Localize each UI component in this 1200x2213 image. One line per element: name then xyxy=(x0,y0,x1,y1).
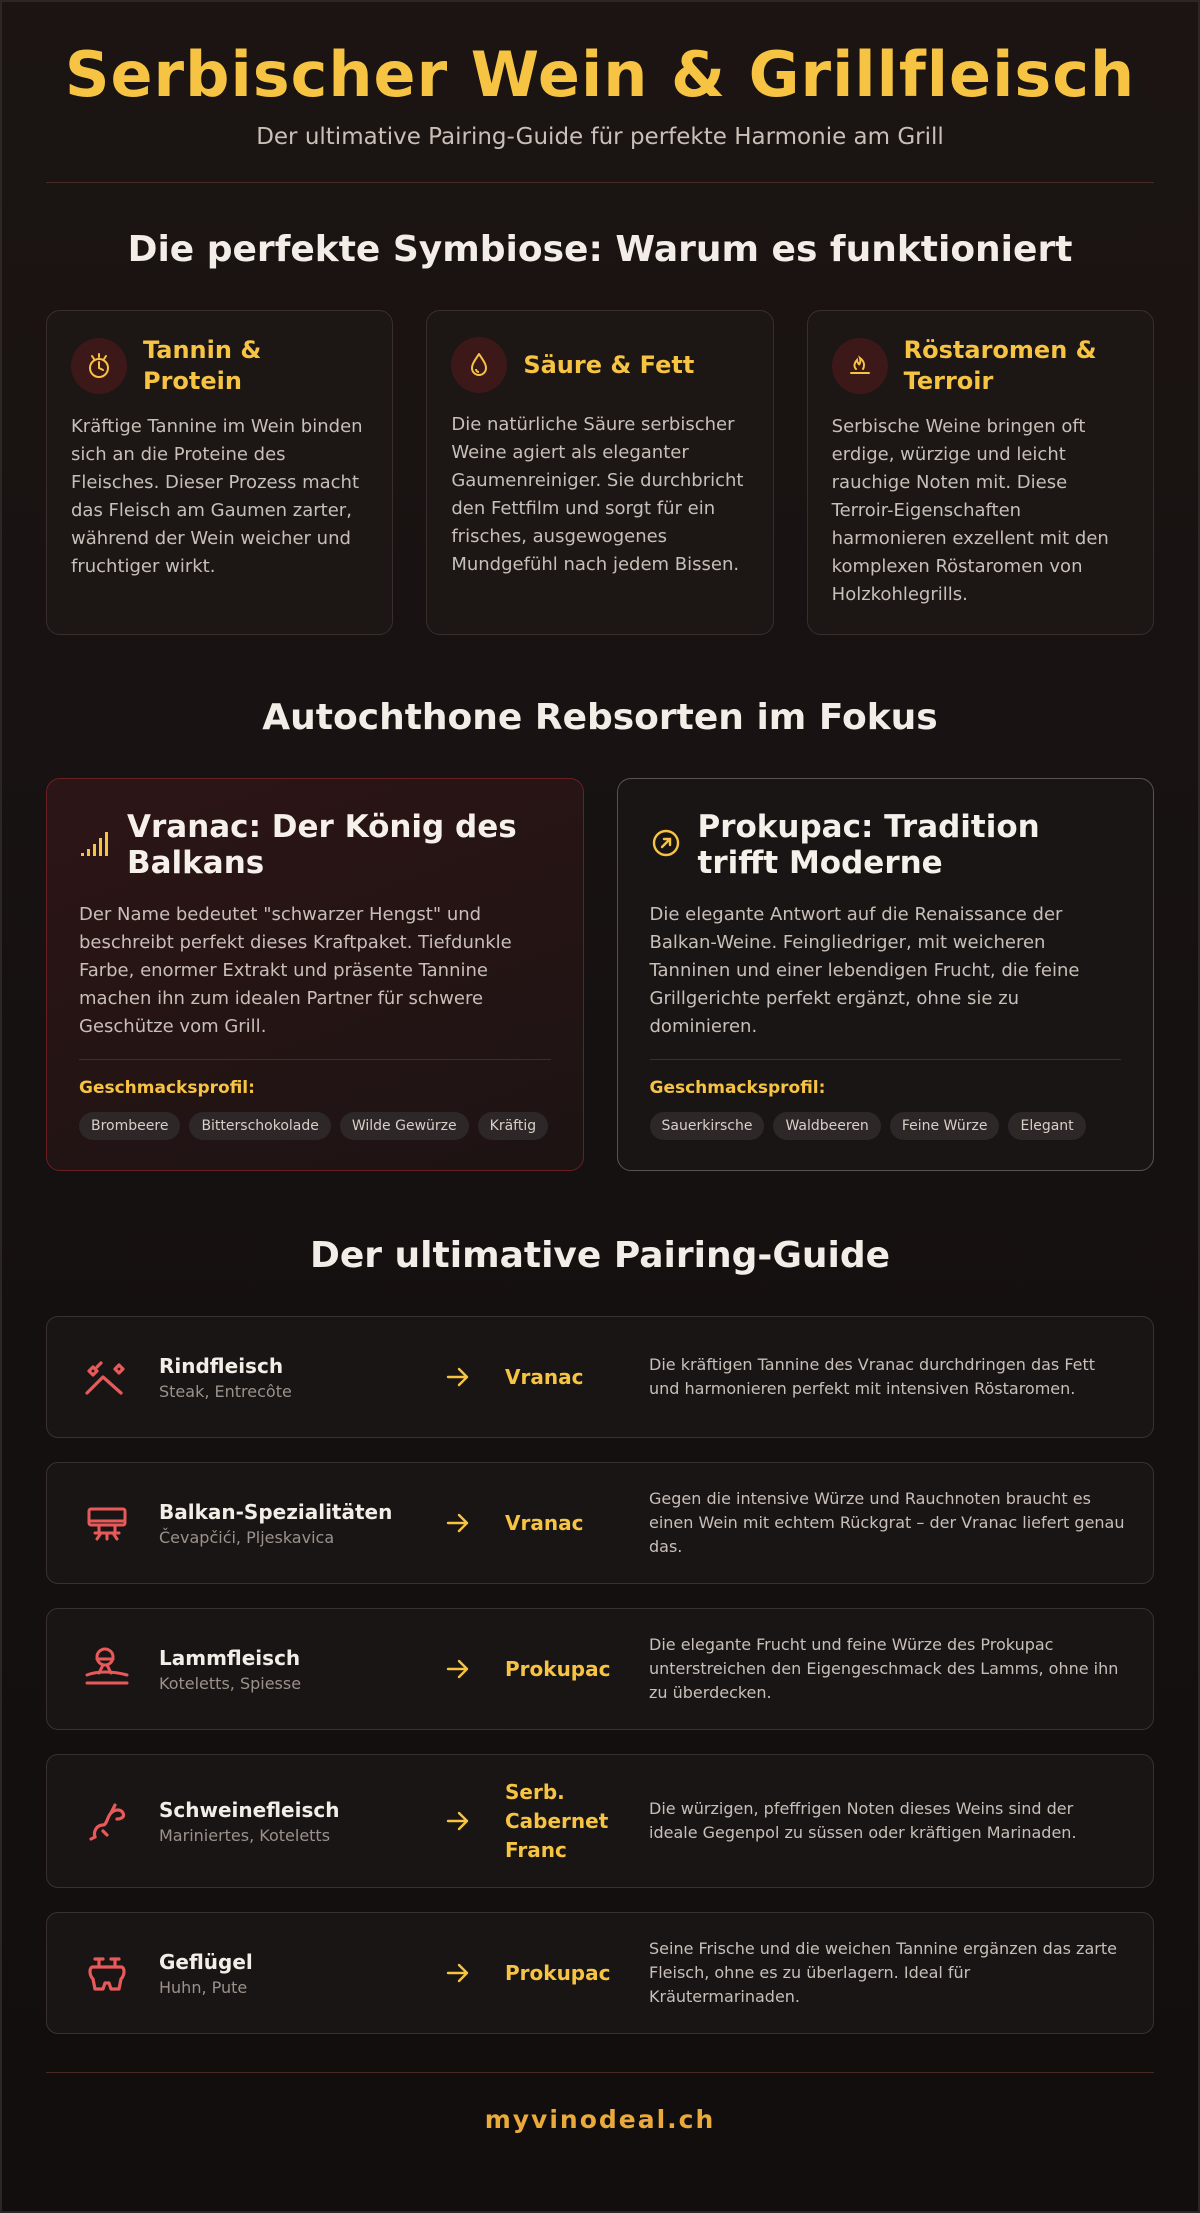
flame-grill-icon xyxy=(832,338,888,394)
grapes-title: Autochthone Rebsorten im Fokus xyxy=(262,697,938,738)
arrow-right-icon xyxy=(423,1808,493,1834)
divider xyxy=(46,2072,1154,2073)
taste-tag: Sauerkirsche xyxy=(650,1112,765,1140)
page-subtitle: Der ultimative Pairing-Guide für perfekte Harmonie am Grill xyxy=(256,124,944,150)
symbiosis-card-text: Die natürliche Säure serbischer Weine agiert als eleganter Gaumenreiniger. Sie durchbricht den Fettfilm und sorgt für ein frisches, ausgewogenes Mundgefühl nach jedem Bissen. xyxy=(451,414,744,575)
wine-name: Vranac xyxy=(505,1364,584,1389)
symbiosis-cards xyxy=(46,310,1154,635)
arrow-right-icon xyxy=(423,1656,493,1682)
wine-name: Serb. Cabernet Franc xyxy=(505,1779,609,1862)
drop-icon xyxy=(451,337,507,393)
grape-cards xyxy=(46,778,1154,1171)
meat-cuts: Koteletts, Spiesse xyxy=(159,1673,302,1693)
pairing-description: Seine Frische und die weichen Tannine ergänzen das zarte Fleisch, ohne es zu überlagern. Ideal für Kräutermarinaden. xyxy=(649,1939,1117,2006)
meat-bone-icon xyxy=(71,338,127,394)
taste-tag: Bitterschokolade xyxy=(189,1112,330,1140)
pairing-title: Der ultimative Pairing-Guide xyxy=(309,1235,891,1276)
symbiosis-card-title: Säure & Fett xyxy=(523,350,695,379)
meat-cuts: Steak, Entrecôte xyxy=(159,1381,292,1401)
profile-label: Geschmacksprofil: xyxy=(79,1078,255,1098)
pork-icon xyxy=(81,1795,133,1847)
divider xyxy=(79,1059,551,1060)
profile-label: Geschmacksprofil: xyxy=(649,1078,826,1098)
meat-name: Lammfleisch xyxy=(159,1645,301,1670)
grape-card-prokupac xyxy=(617,778,1155,1171)
grill-icon xyxy=(81,1497,133,1549)
pairing-description: Die kräftigen Tannine des Vranac durchdringen das Fett und harmonieren perfekt mit intensiven Röstaromen. xyxy=(649,1355,1096,1398)
grape-text: Der Name bedeutet "schwarzer Hengst" und beschreibt perfekt dieses Kraftpaket. Tiefdunkle Farbe, enormer Extrakt und präsente Tannine machen ihn zum idealen Partner für schwere Geschütze vom Grill. xyxy=(79,904,512,1037)
taste-tag: Waldbeeren xyxy=(773,1112,880,1140)
symbiosis-title: Die perfekte Symbiose: Warum es funktioniert xyxy=(127,229,1073,270)
meat-cuts: Huhn, Pute xyxy=(159,1977,248,1997)
grape-text: Die elegante Antwort auf die Renaissance der Balkan-Weine. Feingliedriger, mit weicheren Tanninen und einer lebendigen Frucht, die feine Grillgerichte perfekt ergänzt, ohne sie zu dominieren. xyxy=(649,904,1080,1037)
pairing-row xyxy=(46,1912,1154,2034)
meat-name: Balkan-Spezialitäten xyxy=(159,1499,393,1524)
pairing-description: Die elegante Frucht und feine Würze des Prokupac unterstreichen den Eigengeschmack des Lamms, ohne ihn zu überdecken. xyxy=(649,1635,1119,1702)
poultry-icon xyxy=(81,1947,133,1999)
symbiosis-card-text: Serbische Weine bringen oft erdige, würzige und leicht rauchige Noten mit. Diese Terroir-Eigenschaften harmonieren exzellent mit den komplexen Röstaromen von Holzkohlegrills. xyxy=(831,416,1109,605)
divider xyxy=(650,1059,1122,1060)
symbiosis-card xyxy=(46,310,393,635)
wine-name: Vranac xyxy=(505,1510,584,1535)
grape-title: Prokupac: Tradition trifft Moderne xyxy=(697,809,1040,881)
grape-card-vranac xyxy=(46,778,584,1171)
divider xyxy=(46,182,1154,183)
lamb-icon xyxy=(81,1643,133,1695)
beef-icon xyxy=(81,1351,133,1403)
taste-tags xyxy=(79,1112,551,1140)
symbiosis-card xyxy=(426,310,773,635)
meat-cuts: Mariniertes, Koteletts xyxy=(159,1825,331,1845)
footer-brand[interactable]: myvinodeal.ch xyxy=(484,2105,716,2134)
circle-arrow-icon xyxy=(650,827,682,859)
hero-header xyxy=(46,2,1154,150)
meat-name: Rindfleisch xyxy=(159,1353,284,1378)
pairing-row xyxy=(46,1608,1154,1730)
grape-title: Vranac: Der König des Balkans xyxy=(127,809,517,881)
taste-tag: Feine Würze xyxy=(890,1112,1000,1140)
pairing-description: Die würzigen, pfeffrigen Noten dieses Weins sind der ideale Gegenpol zu süssen oder kräftigen Marinaden. xyxy=(649,1799,1077,1842)
pairing-row xyxy=(46,1462,1154,1584)
meat-name: Schweinefleisch xyxy=(159,1797,340,1822)
pairing-list xyxy=(46,1316,1154,2034)
pairing-row xyxy=(46,1316,1154,1438)
arrow-right-icon xyxy=(423,1510,493,1536)
symbiosis-card-title: Tannin & Protein xyxy=(143,336,262,395)
arrow-right-icon xyxy=(423,1960,493,1986)
wine-name: Prokupac xyxy=(505,1656,611,1681)
taste-tag: Kräftig xyxy=(478,1112,548,1140)
taste-tag: Elegant xyxy=(1008,1112,1085,1140)
meat-name: Geflügel xyxy=(159,1949,253,1974)
meat-cuts: Čevapčići, Pljeskavica xyxy=(159,1527,335,1547)
taste-tag: Brombeere xyxy=(79,1112,180,1140)
page-title: Serbischer Wein & Grillfleisch xyxy=(64,38,1136,111)
symbiosis-card-title: Röstaromen & Terroir xyxy=(903,336,1097,395)
signal-bars-icon xyxy=(79,827,111,859)
pairing-row xyxy=(46,1754,1154,1888)
pairing-description: Gegen die intensive Würze und Rauchnoten braucht es einen Wein mit echtem Rückgrat – der Vranac liefert genau das. xyxy=(649,1489,1125,1556)
symbiosis-card-text: Kräftige Tannine im Wein binden sich an die Proteine des Fleisches. Dieser Prozess macht das Fleisch am Gaumen zarter, während der Wein weicher und fruchtiger wirkt. xyxy=(71,416,363,577)
wine-name: Prokupac xyxy=(505,1960,611,1985)
taste-tag: Wilde Gewürze xyxy=(340,1112,469,1140)
taste-tags xyxy=(650,1112,1122,1140)
symbiosis-card xyxy=(807,310,1154,635)
arrow-right-icon xyxy=(423,1364,493,1390)
